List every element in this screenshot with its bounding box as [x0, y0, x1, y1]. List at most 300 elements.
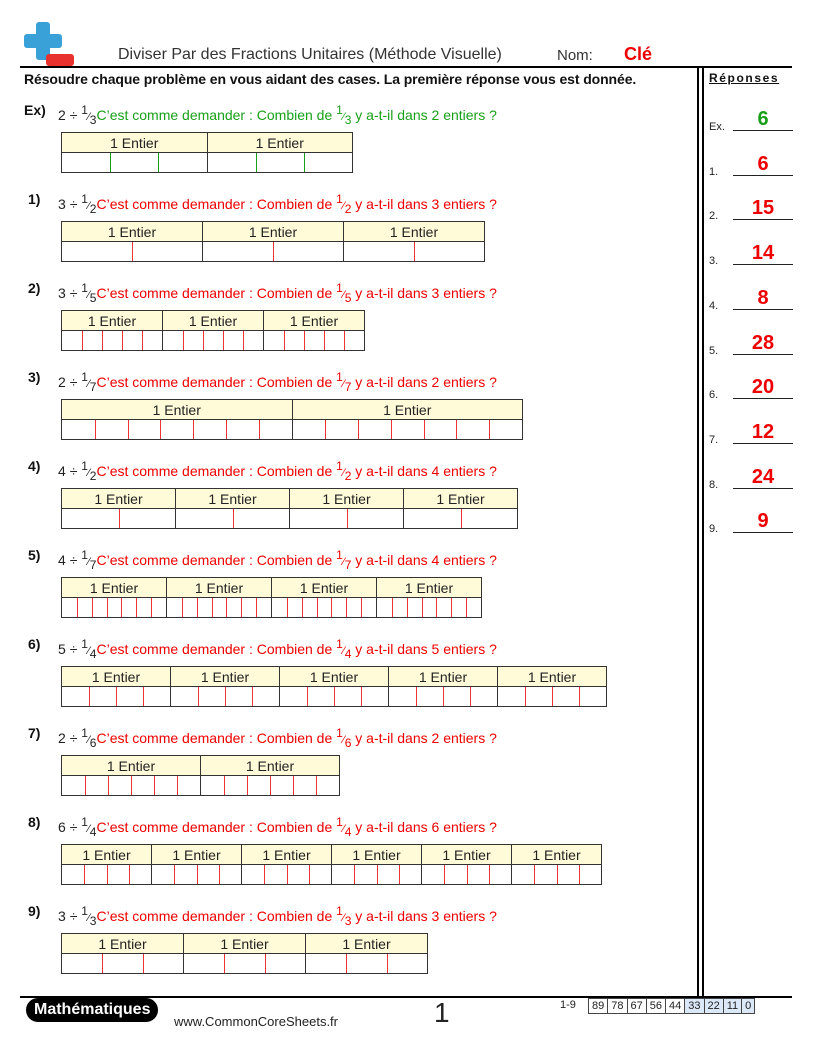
fraction-numerator: 1: [81, 726, 88, 740]
dividend: 3: [58, 908, 66, 924]
whole-label: 1 Entier: [62, 133, 208, 152]
whole-segment: [171, 687, 280, 706]
question-text: C’est comme demander : Combien de 1⁄4 y a-t-il dans 5 entiers ?: [96, 637, 497, 661]
problem-equation: 6 ÷ 1⁄4C’est comme demander : Combien de 1⁄4 y a-t-il dans 6 entiers ?: [58, 815, 497, 839]
part-divider: [85, 776, 86, 795]
answer-row: [709, 371, 793, 401]
whole-label: 1 Entier: [272, 578, 377, 597]
whole-label: 1 Entier: [62, 756, 201, 775]
score-cell: 89: [589, 999, 608, 1013]
answer-label: 8.: [709, 478, 719, 491]
fraction-bar: [61, 577, 482, 618]
part-divider: [151, 598, 152, 617]
fraction-denominator: 4: [89, 825, 97, 839]
part-divider: [160, 420, 161, 439]
whole-label: 1 Entier: [255, 135, 304, 151]
whole-segment: [62, 420, 293, 439]
problem-number: 4): [28, 458, 41, 474]
problem-number: 8): [28, 814, 41, 830]
part-divider: [361, 598, 362, 617]
part-divider: [534, 865, 535, 884]
part-divider: [304, 331, 305, 350]
whole-segment: [203, 242, 344, 261]
answer-row: [709, 416, 793, 446]
fraction-denominator: 6: [89, 736, 97, 750]
part-divider: [226, 420, 227, 439]
problem-number: 9): [28, 903, 41, 919]
part-divider: [77, 598, 78, 617]
fraction-bar: [61, 755, 340, 796]
part-divider: [399, 865, 400, 884]
part-divider: [284, 331, 285, 350]
answer-label: 6.: [709, 389, 719, 402]
question-text: C’est comme demander : Combien de 1⁄2 y a-t-il dans 3 entiers ?: [96, 192, 497, 216]
part-divider: [223, 331, 224, 350]
whole-label: 1 Entier: [389, 667, 498, 686]
whole-label: 1 Entier: [242, 845, 332, 864]
whole-label: 1 Entier: [389, 224, 439, 240]
part-divider: [334, 687, 335, 706]
part-divider: [89, 687, 90, 706]
answer-row: [709, 237, 793, 267]
fraction-numerator: 1: [81, 281, 88, 295]
whole-segment: [62, 954, 184, 973]
whole-segment: [498, 687, 606, 706]
whole-segment: [62, 509, 176, 528]
part-divider: [142, 331, 143, 350]
whole-segment: [272, 598, 377, 617]
whole-segment: [62, 331, 163, 350]
answer-label: 4.: [709, 299, 719, 312]
answer-row: [709, 327, 793, 357]
whole-label: 1 Entier: [171, 667, 280, 686]
part-divider: [219, 865, 220, 884]
whole-segment: [62, 153, 208, 172]
answer-value: 6: [757, 108, 769, 130]
whole-segment: [422, 865, 512, 884]
part-divider: [224, 776, 225, 795]
answer-column-divider: [702, 66, 704, 996]
answers-title: Réponses: [709, 71, 780, 85]
division-sign: ÷: [69, 285, 78, 301]
fraction-bar: [61, 933, 428, 974]
whole-label: 1 Entier: [203, 222, 344, 241]
whole-segment: [62, 242, 203, 261]
whole-label: 1 Entier: [62, 222, 203, 241]
part-divider: [95, 420, 96, 439]
answer-label: 2.: [709, 210, 719, 223]
whole-segment: [62, 598, 167, 617]
part-divider: [489, 865, 490, 884]
fraction-numerator: 1: [81, 815, 88, 829]
division-sign: ÷: [69, 463, 78, 479]
part-divider: [287, 865, 288, 884]
answer-value: 28: [751, 331, 775, 354]
whole-segment: [264, 331, 364, 350]
whole-segment: [290, 509, 404, 528]
division-sign: ÷: [69, 819, 78, 835]
problem-equation: 4 ÷ 1⁄2C’est comme demander : Combien de 1⁄2 y a-t-il dans 4 entiers ?: [58, 459, 497, 483]
score-cell: 44: [666, 999, 685, 1013]
part-divider: [579, 865, 580, 884]
dividend: 2: [58, 374, 66, 390]
part-divider: [102, 331, 103, 350]
whole-segment: [242, 865, 332, 884]
dividend: 3: [58, 196, 66, 212]
whole-label: 1 Entier: [532, 847, 581, 863]
part-divider: [110, 153, 111, 172]
part-divider: [131, 776, 132, 795]
question-text: C’est comme demander : Combien de 1⁄3 y a-t-il dans 3 entiers ?: [96, 904, 497, 928]
part-divider: [143, 954, 144, 973]
fraction-denominator: 2: [89, 469, 97, 483]
whole-label: 1 Entier: [289, 313, 339, 329]
part-divider: [293, 776, 294, 795]
part-divider: [444, 865, 445, 884]
answer-column-divider: [697, 66, 699, 996]
fraction-denominator: 7: [89, 558, 97, 572]
problem-equation: 3 ÷ 1⁄3C’est comme demander : Combien de 1⁄3 y a-t-il dans 3 entiers ?: [58, 904, 497, 928]
dividend: 2: [58, 107, 66, 123]
part-divider: [287, 598, 288, 617]
part-divider: [136, 598, 137, 617]
subject-badge: Mathématiques: [26, 998, 158, 1022]
part-divider: [407, 598, 408, 617]
fraction-denominator: 5: [89, 291, 97, 305]
whole-label: 1 Entier: [342, 936, 391, 952]
question-text: C’est comme demander : Combien de 1⁄3 y a-t-il dans 2 entiers ?: [96, 103, 497, 127]
part-divider: [436, 598, 437, 617]
whole-segment: [62, 776, 201, 795]
answer-row: [709, 461, 793, 491]
part-divider: [416, 687, 417, 706]
score-cell: 56: [647, 999, 666, 1013]
part-divider: [456, 420, 457, 439]
logo-plus-minus-icon: [22, 22, 74, 70]
part-divider: [193, 420, 194, 439]
question-text: C’est comme demander : Combien de 1⁄2 y a-t-il dans 4 entiers ?: [96, 459, 497, 483]
fraction-bar: [61, 310, 365, 351]
answer-label: 1.: [709, 165, 719, 178]
part-divider: [325, 420, 326, 439]
fraction-denominator: 3: [89, 113, 97, 127]
whole-segment: [389, 687, 498, 706]
division-sign: ÷: [69, 196, 78, 212]
whole-label: 1 Entier: [280, 667, 389, 686]
answer-row: [709, 505, 793, 535]
part-divider: [198, 687, 199, 706]
fraction-bar: [61, 221, 485, 262]
score-table: [588, 998, 755, 1014]
part-divider: [552, 687, 553, 706]
part-divider: [243, 331, 244, 350]
whole-label: 1 Entier: [167, 578, 272, 597]
dividend: 4: [58, 463, 66, 479]
answer-label: Ex.: [709, 121, 725, 133]
page-title: Diviser Par des Fractions Unitaires (Méthode Visuelle): [118, 46, 502, 63]
whole-label: 1 Entier: [184, 934, 306, 953]
part-divider: [467, 865, 468, 884]
whole-label: 1 Entier: [245, 758, 295, 774]
part-divider: [273, 242, 274, 261]
part-divider: [377, 865, 378, 884]
fraction-denominator: 4: [89, 647, 97, 661]
fraction-numerator: 1: [81, 459, 88, 473]
fraction-numerator: 1: [81, 637, 88, 651]
score-cell: 22: [705, 999, 724, 1013]
whole-label: 1 Entier: [152, 845, 242, 864]
problem-equation: 2 ÷ 1⁄6C’est comme demander : Combien de 1⁄6 y a-t-il dans 2 entiers ?: [58, 726, 497, 750]
whole-label: 1 Entier: [422, 845, 512, 864]
part-divider: [116, 687, 117, 706]
score-cell: 0: [742, 999, 754, 1013]
score-range-label: 1-9: [560, 999, 576, 1011]
whole-segment: [344, 242, 484, 261]
whole-label: 1 Entier: [62, 667, 171, 686]
problem-equation: 4 ÷ 1⁄7C’est comme demander : Combien de 1⁄7 y a-t-il dans 4 entiers ?: [58, 548, 497, 572]
whole-segment: [332, 865, 422, 884]
whole-label: 1 Entier: [163, 311, 264, 330]
problem-number: Ex): [24, 102, 46, 118]
part-divider: [466, 598, 467, 617]
answer-label: 7.: [709, 433, 719, 446]
part-divider: [422, 598, 423, 617]
division-sign: ÷: [69, 552, 78, 568]
part-divider: [331, 598, 332, 617]
problem-number: 1): [28, 191, 41, 207]
whole-segment: [306, 954, 427, 973]
whole-label: 1 Entier: [404, 580, 454, 596]
problem-number: 2): [28, 280, 41, 296]
part-divider: [107, 598, 108, 617]
whole-segment: [62, 687, 171, 706]
problem-equation: 3 ÷ 1⁄5C’est comme demander : Combien de 1⁄5 y a-t-il dans 3 entiers ?: [58, 281, 497, 305]
whole-segment: [176, 509, 290, 528]
part-divider: [387, 954, 388, 973]
part-divider: [461, 509, 462, 528]
whole-label: 1 Entier: [62, 489, 176, 508]
whole-segment: [152, 865, 242, 884]
whole-label: 1 Entier: [62, 845, 152, 864]
division-sign: ÷: [69, 374, 78, 390]
division-sign: ÷: [69, 107, 78, 123]
score-cell: 33: [685, 999, 704, 1013]
part-divider: [347, 509, 348, 528]
part-divider: [304, 153, 305, 172]
division-sign: ÷: [69, 908, 78, 924]
part-divider: [358, 420, 359, 439]
part-divider: [344, 331, 345, 350]
part-divider: [256, 153, 257, 172]
part-divider: [414, 242, 415, 261]
part-divider: [108, 776, 109, 795]
part-divider: [525, 687, 526, 706]
part-divider: [324, 331, 325, 350]
page-number: 1: [434, 997, 450, 1028]
whole-label: 1 Entier: [62, 934, 184, 953]
part-divider: [177, 776, 178, 795]
fraction-numerator: 1: [81, 370, 88, 384]
fraction-denominator: 7: [89, 380, 97, 394]
whole-segment: [62, 865, 152, 884]
whole-label: 1 Entier: [436, 491, 485, 507]
dividend: 5: [58, 641, 66, 657]
answer-row: [709, 282, 793, 312]
part-divider: [354, 865, 355, 884]
whole-segment: [184, 954, 306, 973]
fraction-bar: [61, 488, 518, 529]
answer-value: 14: [751, 242, 775, 265]
part-divider: [252, 687, 253, 706]
division-sign: ÷: [69, 730, 78, 746]
problem-equation: 2 ÷ 1⁄7C’est comme demander : Combien de 1⁄7 y a-t-il dans 2 entiers ?: [58, 370, 497, 394]
part-divider: [212, 598, 213, 617]
part-divider: [129, 865, 130, 884]
dividend: 2: [58, 730, 66, 746]
answer-label: 5.: [709, 344, 719, 357]
part-divider: [302, 598, 303, 617]
whole-label: 1 Entier: [527, 669, 577, 685]
whole-segment: [201, 776, 339, 795]
part-divider: [122, 331, 123, 350]
dividend: 6: [58, 819, 66, 835]
problem-equation: 3 ÷ 1⁄2C’est comme demander : Combien de 1⁄2 y a-t-il dans 3 entiers ?: [58, 192, 497, 216]
whole-label: 1 Entier: [332, 845, 422, 864]
problem-number: 3): [28, 369, 41, 385]
answer-value: 24: [751, 465, 775, 488]
whole-label: 1 Entier: [290, 489, 404, 508]
whole-segment: [377, 598, 481, 617]
answer-value: 12: [751, 420, 775, 443]
part-divider: [265, 954, 266, 973]
fraction-numerator: 1: [81, 192, 88, 206]
part-divider: [84, 865, 85, 884]
question-text: C’est comme demander : Combien de 1⁄4 y a-t-il dans 6 entiers ?: [96, 815, 497, 839]
part-divider: [182, 598, 183, 617]
answer-row: [709, 103, 793, 133]
fraction-bar: [61, 844, 602, 885]
name-label: Nom:: [557, 47, 593, 64]
part-divider: [264, 865, 265, 884]
answer-label: 9.: [709, 523, 719, 536]
whole-segment: [293, 420, 523, 439]
problem-equation: 5 ÷ 1⁄4C’est comme demander : Combien de 1⁄4 y a-t-il dans 5 entiers ?: [58, 637, 497, 661]
part-divider: [119, 509, 120, 528]
part-divider: [102, 954, 103, 973]
part-divider: [225, 687, 226, 706]
fraction-denominator: 2: [89, 202, 97, 216]
score-cell: 11: [724, 999, 742, 1013]
answer-value: 6: [757, 152, 769, 175]
question-text: C’est comme demander : Combien de 1⁄6 y a-t-il dans 2 entiers ?: [96, 726, 497, 750]
site-url: www.CommonCoreSheets.fr: [174, 1014, 338, 1029]
answer-value: 20: [751, 376, 775, 399]
whole-segment: [280, 687, 389, 706]
answer-key-label: Clé: [624, 44, 653, 64]
part-divider: [233, 509, 234, 528]
whole-segment: [163, 331, 264, 350]
part-divider: [451, 598, 452, 617]
question-text: C’est comme demander : Combien de 1⁄5 y a-t-il dans 3 entiers ?: [96, 281, 497, 305]
part-divider: [443, 687, 444, 706]
whole-label: 1 Entier: [383, 402, 432, 418]
header-rule: [20, 66, 792, 68]
fraction-numerator: 1: [81, 103, 88, 117]
part-divider: [309, 865, 310, 884]
part-divider: [158, 153, 159, 172]
part-divider: [132, 242, 133, 261]
problem-number: 5): [28, 547, 41, 563]
part-divider: [128, 420, 129, 439]
part-divider: [470, 687, 471, 706]
part-divider: [316, 776, 317, 795]
part-divider: [346, 598, 347, 617]
problem-equation: 2 ÷ 1⁄3C’est comme demander : Combien de 1⁄3 y a-t-il dans 2 entiers ?: [58, 103, 497, 127]
part-divider: [424, 420, 425, 439]
part-divider: [346, 954, 347, 973]
part-divider: [579, 687, 580, 706]
whole-label: 1 Entier: [176, 489, 290, 508]
part-divider: [256, 598, 257, 617]
whole-label: 1 Entier: [62, 400, 293, 419]
part-divider: [259, 420, 260, 439]
part-divider: [183, 331, 184, 350]
part-divider: [203, 331, 204, 350]
part-divider: [224, 954, 225, 973]
answer-value: 8: [757, 286, 769, 309]
fraction-numerator: 1: [81, 904, 88, 918]
score-cell: 78: [608, 999, 627, 1013]
answer-row: [709, 148, 793, 178]
part-divider: [226, 598, 227, 617]
part-divider: [270, 776, 271, 795]
part-divider: [247, 776, 248, 795]
dividend: 3: [58, 285, 66, 301]
question-text: C’est comme demander : Combien de 1⁄7 y a-t-il dans 4 entiers ?: [96, 548, 497, 572]
division-sign: ÷: [69, 641, 78, 657]
instructions: Résoudre chaque problème en vous aidant des cases. La première réponse vous est donnée.: [24, 71, 637, 87]
fraction-numerator: 1: [81, 548, 88, 562]
whole-label: 1 Entier: [62, 578, 167, 597]
part-divider: [241, 598, 242, 617]
part-divider: [143, 687, 144, 706]
answer-label: 3.: [709, 255, 719, 268]
part-divider: [197, 865, 198, 884]
whole-segment: [404, 509, 517, 528]
part-divider: [154, 776, 155, 795]
problem-number: 7): [28, 725, 41, 741]
fraction-bar: [61, 132, 353, 173]
fraction-denominator: 3: [89, 914, 97, 928]
question-text: C’est comme demander : Combien de 1⁄7 y a-t-il dans 2 entiers ?: [96, 370, 497, 394]
part-divider: [92, 598, 93, 617]
part-divider: [391, 420, 392, 439]
part-divider: [174, 865, 175, 884]
answer-row: [709, 192, 793, 222]
score-cell: 67: [628, 999, 647, 1013]
problem-number: 6): [28, 636, 41, 652]
part-divider: [317, 598, 318, 617]
answer-value: 15: [751, 197, 775, 220]
part-divider: [121, 598, 122, 617]
whole-segment: [167, 598, 272, 617]
whole-segment: [208, 153, 353, 172]
part-divider: [557, 865, 558, 884]
part-divider: [392, 598, 393, 617]
fraction-bar: [61, 399, 523, 440]
whole-label: 1 Entier: [62, 311, 163, 330]
part-divider: [361, 687, 362, 706]
